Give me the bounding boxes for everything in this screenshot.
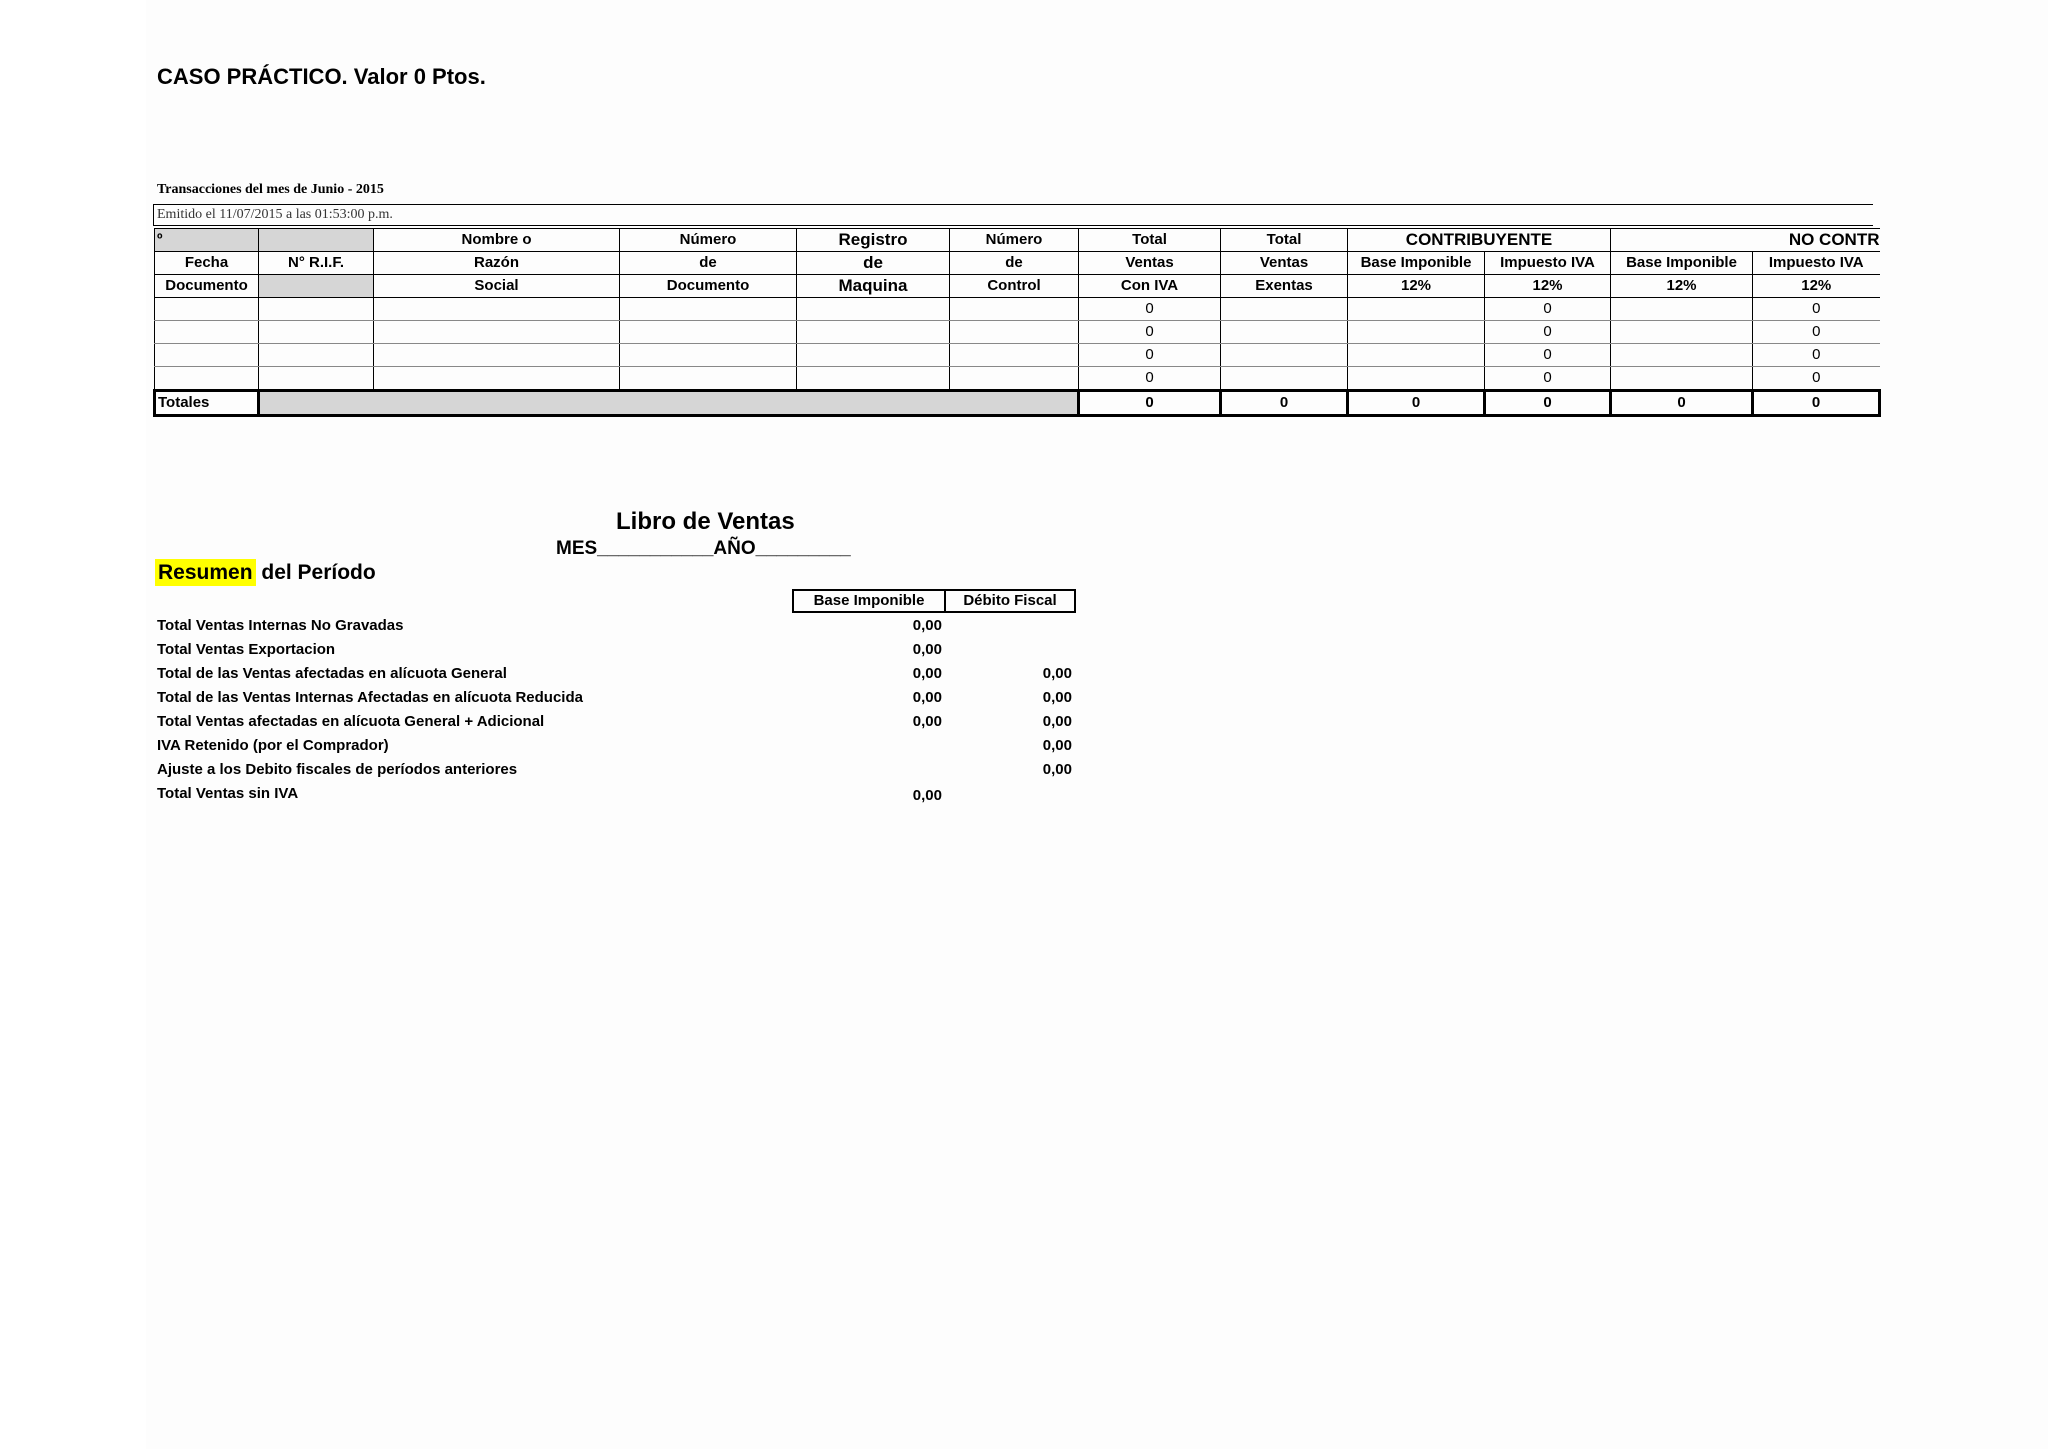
table-cell	[259, 344, 374, 367]
table-cell: 0	[1485, 298, 1611, 321]
table-cell: 0	[1079, 321, 1221, 344]
total-cell: 0	[1221, 391, 1348, 416]
total-cell: 0	[1485, 391, 1611, 416]
table-cell: 0	[1485, 367, 1611, 391]
header-row-2	[155, 252, 1880, 275]
table-cell	[155, 344, 259, 367]
table-cell	[1348, 344, 1485, 367]
header-cell: 12%	[1485, 275, 1611, 298]
table-cell	[374, 367, 620, 391]
summary-base-value: 0,00	[912, 617, 942, 634]
table-row	[155, 367, 1880, 391]
no-contribuyente-header: NO CONTR	[1611, 229, 1880, 252]
table-cell: 0	[1753, 344, 1880, 367]
resumen-heading	[155, 561, 376, 585]
header-cell: de	[797, 252, 950, 275]
summary-base-value: 0,00	[912, 665, 942, 682]
table-cell	[1611, 367, 1753, 391]
header-cell: Ventas	[1079, 252, 1221, 275]
libro-ventas-title: Libro de Ventas	[616, 508, 795, 535]
table-cell	[259, 321, 374, 344]
header-cell: Impuesto IVA	[1485, 252, 1611, 275]
summary-base-value: 0,00	[912, 787, 942, 804]
table-cell	[1221, 298, 1348, 321]
table-row	[155, 344, 1880, 367]
table-cell	[1221, 344, 1348, 367]
summary-label: Total Ventas afectadas en alícuota General + Adicional	[157, 713, 545, 730]
table-cell: 0	[1485, 321, 1611, 344]
summary-label: Total Ventas Exportacion	[157, 641, 336, 658]
header-cell: Razón	[374, 252, 620, 275]
summary-debito-value: 0,00	[1042, 665, 1072, 682]
table-row	[155, 321, 1880, 344]
header-cell: Total	[1079, 229, 1221, 252]
header-cell: 12%	[1348, 275, 1485, 298]
issued-date-text: Emitido el 11/07/2015 a las 01:53:00 p.m.	[153, 204, 1873, 226]
header-row-3	[155, 275, 1880, 298]
table-cell	[620, 321, 797, 344]
total-cell: 0	[1611, 391, 1753, 416]
header-row-1	[155, 229, 1880, 252]
totals-label: Totales	[155, 391, 259, 416]
header-cell: Documento	[155, 275, 259, 298]
header-cell: Con IVA	[1079, 275, 1221, 298]
summary-label: Total de las Ventas Internas Afectadas en alícuota Reducida	[157, 689, 583, 706]
header-cell: Número	[950, 229, 1079, 252]
header-cell: 12%	[1753, 275, 1880, 298]
summary-base-value: 0,00	[912, 641, 942, 658]
summary-label: IVA Retenido (por el Comprador)	[157, 737, 389, 754]
page-title: CASO PRÁCTICO. Valor 0 Ptos.	[157, 64, 486, 89]
header-cell: Documento	[620, 275, 797, 298]
summary-debito-value: 0,00	[1042, 713, 1072, 730]
table-cell	[797, 321, 950, 344]
header-cell: Registro	[797, 229, 950, 252]
table-cell: 0	[1079, 344, 1221, 367]
header-cell: de	[620, 252, 797, 275]
table-cell: 0	[1079, 298, 1221, 321]
header-cell: Exentas	[1221, 275, 1348, 298]
header-cell: Control	[950, 275, 1079, 298]
table-cell	[1611, 298, 1753, 321]
table-cell	[1348, 321, 1485, 344]
table-cell	[259, 367, 374, 391]
header-cell: Ventas	[1221, 252, 1348, 275]
total-cell: 0	[1079, 391, 1221, 416]
table-cell	[1611, 321, 1753, 344]
header-cell: Total	[1221, 229, 1348, 252]
table-cell: 0	[1485, 344, 1611, 367]
table-cell	[797, 367, 950, 391]
table-cell	[950, 344, 1079, 367]
summary-base-value: 0,00	[912, 713, 942, 730]
header-cell: Impuesto IVA	[1753, 252, 1880, 275]
header-cell: Fecha	[155, 252, 259, 275]
summary-label: Total de las Ventas afectadas en alícuota General	[157, 665, 507, 682]
table-cell	[374, 298, 620, 321]
header-cell: Base Imponible	[1348, 252, 1485, 275]
base-imponible-header: Base Imponible	[792, 589, 946, 613]
header-cell: Social	[374, 275, 620, 298]
header-cell: 12%	[1611, 275, 1753, 298]
table-cell	[1611, 344, 1753, 367]
header-cell: Nombre o	[374, 229, 620, 252]
summary-debito-value: 0,00	[1042, 761, 1072, 778]
table-cell	[797, 298, 950, 321]
table-cell: 0	[1753, 367, 1880, 391]
table-cell	[155, 298, 259, 321]
header-cell: Base Imponible	[1611, 252, 1753, 275]
mes-ano-line: MES___________AÑO_________	[556, 538, 851, 559]
sales-ledger-table	[153, 228, 1881, 417]
table-cell	[155, 367, 259, 391]
table-cell	[620, 367, 797, 391]
resumen-rest: del Período	[255, 561, 376, 584]
total-cell: 0	[1348, 391, 1485, 416]
header-cell	[259, 275, 374, 298]
table-cell: 0	[1753, 321, 1880, 344]
table-cell	[374, 321, 620, 344]
table-cell	[620, 298, 797, 321]
table-row	[155, 298, 1880, 321]
summary-label: Total Ventas sin IVA	[157, 785, 299, 802]
table-cell	[1221, 367, 1348, 391]
table-cell	[1348, 367, 1485, 391]
table-cell	[155, 321, 259, 344]
table-cell	[620, 344, 797, 367]
summary-debito-value: 0,00	[1042, 737, 1072, 754]
debito-fiscal-header: Débito Fiscal	[944, 589, 1076, 613]
table-cell	[950, 321, 1079, 344]
table-cell: 0	[1079, 367, 1221, 391]
header-cell: de	[950, 252, 1079, 275]
header-cell: Maquina	[797, 275, 950, 298]
header-cell: Número	[620, 229, 797, 252]
summary-debito-value: 0,00	[1042, 689, 1072, 706]
header-cell	[259, 229, 374, 252]
totals-gray-cell	[259, 391, 1079, 416]
header-cell: N° R.I.F.	[259, 252, 374, 275]
table-cell	[950, 367, 1079, 391]
resumen-highlight: Resumen	[155, 559, 256, 586]
summary-label: Ajuste a los Debito fiscales de períodos anteriores	[157, 761, 518, 778]
summary-base-value: 0,00	[912, 689, 942, 706]
contribuyente-header: CONTRIBUYENTE	[1348, 229, 1611, 252]
table-cell	[1221, 321, 1348, 344]
table-cell	[797, 344, 950, 367]
header-cell: º	[155, 229, 259, 252]
table-cell	[259, 298, 374, 321]
table-cell: 0	[1753, 298, 1880, 321]
table-cell	[1348, 298, 1485, 321]
transactions-header: Transacciones del mes de Junio - 2015	[157, 182, 384, 197]
table-cell	[950, 298, 1079, 321]
totals-row	[155, 391, 1880, 416]
summary-label: Total Ventas Internas No Gravadas	[157, 617, 404, 634]
total-cell: 0	[1753, 391, 1880, 416]
table-cell	[374, 344, 620, 367]
